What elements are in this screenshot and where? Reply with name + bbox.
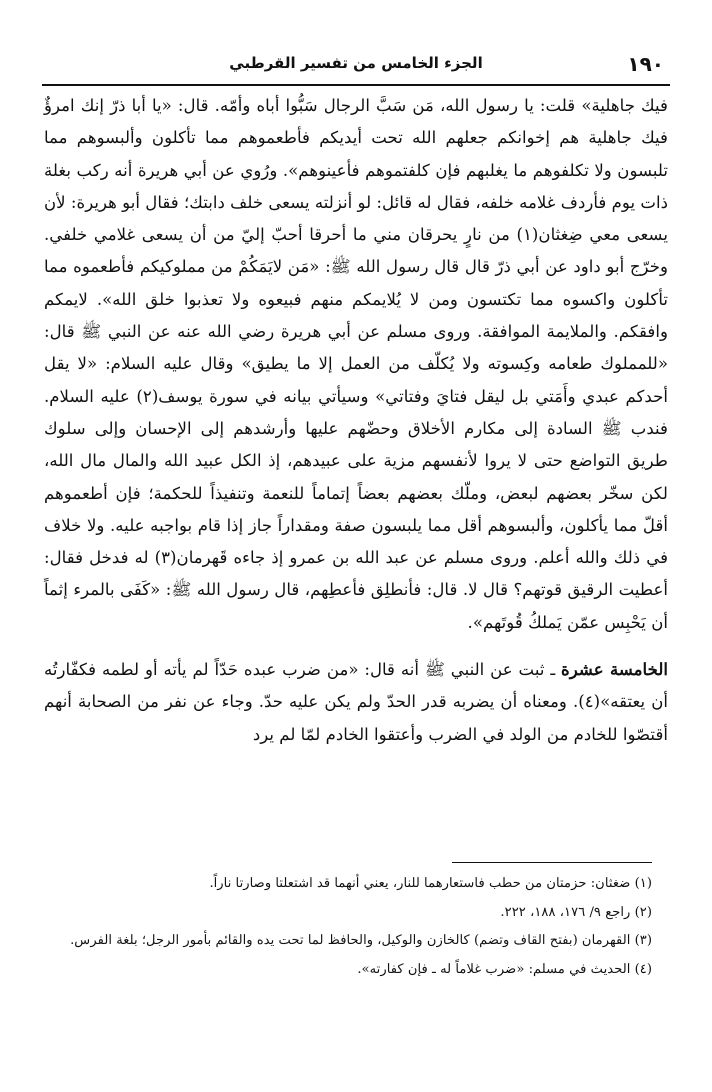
running-title: الجزء الخامس من تفسير القرطبي [229, 54, 483, 72]
section-paragraph [44, 653, 668, 751]
footnote-2: (٢) راجع ٩/ ١٧٦، ١٨٨، ٢٢٢. [500, 904, 652, 920]
page-number: ١٩٠ [627, 52, 664, 76]
footnote-divider [452, 862, 652, 863]
section-text: ـ ثبت عن النبي ﷺ أنه قال: «من ضرب عبده حَدّاً لم يأته أو لطمه فكفّارتُه أن يعتقه»(٤). ومعناه أن يضربه قدر الحدّ ولم يكن عليه حدّ. وجاء عن نفر من الصحابة أنهم أقتصّوا للخادم من الولد في الضرب وأعتقوا الخادم لمّا لم يرد [44, 660, 668, 744]
footnote-3: (٣) القهرمان (بفتح القاف وتضم) كالخازن والوكيل، والحافظ لما تحت يده والقائم بأمور الرجل؛ بلغة الفرس. [70, 933, 652, 948]
footnote-4: (٤) الحديث في مسلم: «ضرب غلاماً له ـ فإن كفارته». [357, 961, 652, 977]
section-heading: الخامسة عشرة [561, 659, 668, 680]
footnote-1: (١) ضغثان: حزمتان من حطب فاستعارهما للنار، يعني أنهما قد اشتعلتا وصارتا ناراً. [209, 876, 652, 891]
page-header [42, 44, 670, 86]
footnotes [60, 872, 652, 986]
main-text [44, 90, 668, 751]
body-paragraph: فيك جاهلية» قلت: يا رسول الله، مَن سَبَّ الرجال سَبُّوا أباه وأمّه. قال: «يا أبا ذرّ إنك امرؤٌ فيك جاهلية هم إخوانكم جعلهم الله تحت أيديكم فأطعموهم مما تأكلون وألبسوهم مما تلبسون ولا تكلفوهم ما يغلبهم فإن كلفتموهم فأعينوهم». ورُوي عن أبي هريرة أنه ركب بغلة ذات يوم فأردف غلامه خلفه، فقال له قائل: لو أنزلته يسعى خلف دابتك؛ فقال أبو هريرة: لأن يسعى معي ضِغثان(١) من نارٍ يحرقان مني ما أحرقا أحبّ إليّ من أن يسعى غلامي خلفي. وخرّج أبو داود عن أبي ذرّ قال قال رسول الله ﷺ: «مَن لايَمَكُمْ من مملوكيكم فأطعموه مما تأكلون واكسوه مما تكتسون ومن لا يُلايمكم منهم فبيعوه ولا تعذبوا خلق الله». لايمكم وافقكم. والملايمة الموافقة. وروى مسلم عن أبي هريرة رضي الله عنه عن النبي ﷺ قال: «للمملوك طعامه وكِسوته ولا يُكلّف من العمل إلا ما يطيق» وقال عليه السلام: «لا يقل أحدكم عبدي وأَمَتي بل ليقل فتايَ وفتاتي» وسيأتي بيانه في سورة يوسف(٢) عليه السلام. فندب ﷺ السادة إلى مكارم الأخلاق وحضّهم عليها وأرشدهم إلى الإحسان وإلى سلوك طريق التواضع حتى لا يروا لأنفسهم مزية على عبيدهم، إذ الكل عبيد الله والمال مال الله، لكن سخّر بعضهم لبعض، وملّك بعضهم بعضاً إتماماً للنعمة وتنفيذاً للحكمة؛ فإن أطعموهم أقلّ مما يأكلون، وألبسوهم أقل مما يلبسون صفة ومقداراً جاز إذا قام بواجبه عليه. ولا خلاف في ذلك والله أعلم. وروى مسلم عن عبد الله بن عمرو إذ جاءه قَهرمان(٣) له فدخل فقال: أعطيت الرقيق قوتهم؟ قال لا. قال: فأنطلِق فأعطِهم، قال رسول الله ﷺ: «كَفَى بالمرء إثماً أن يَحْبِس عمّن يَملكُ قُوتَهم». [44, 96, 669, 632]
